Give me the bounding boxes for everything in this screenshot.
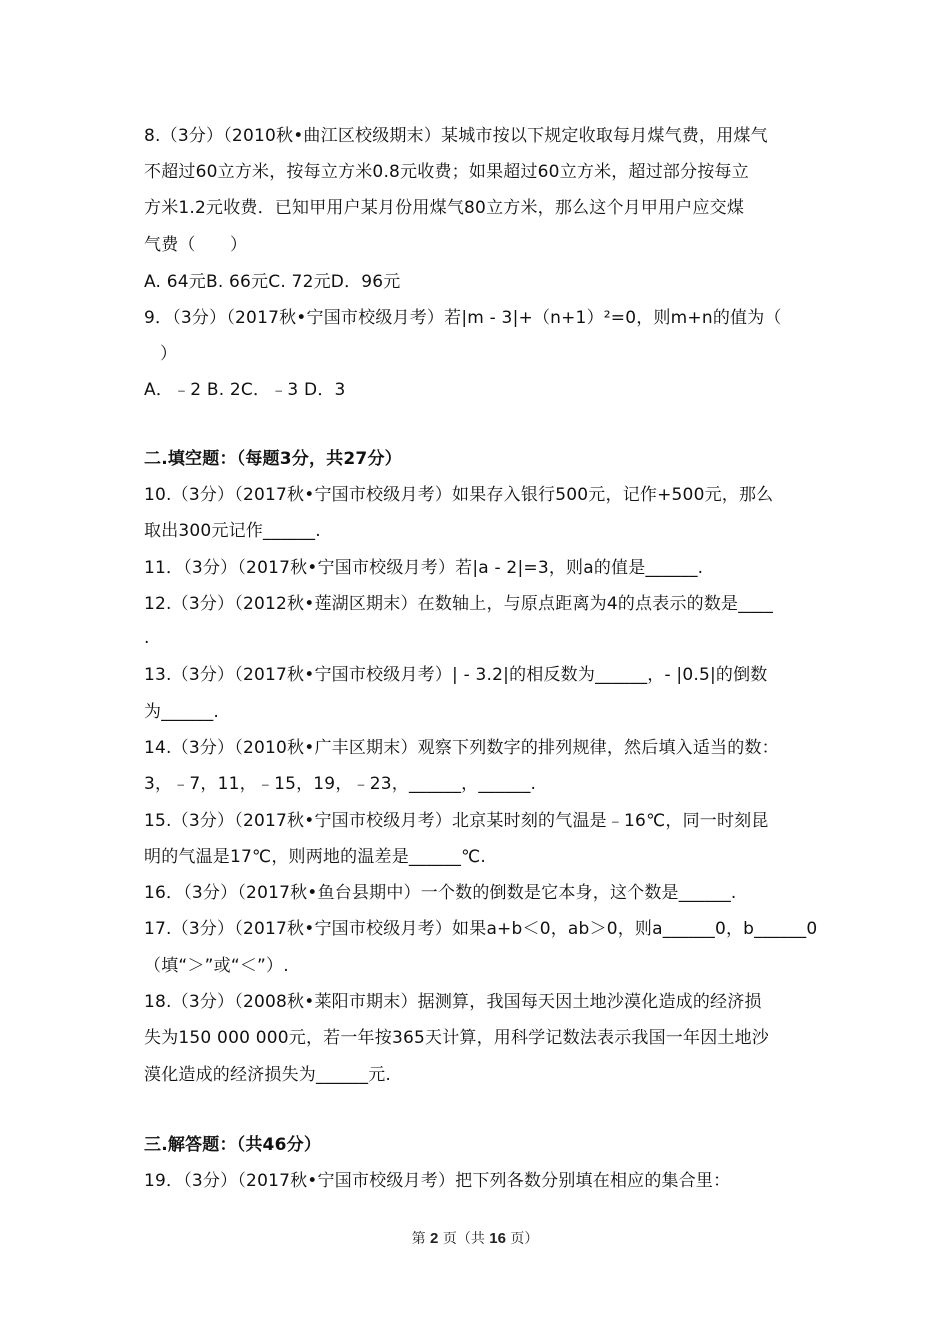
section-2-title: 二.填空题：（每题3分，共27分） xyxy=(144,449,402,469)
q12-line-2: . xyxy=(144,628,150,648)
q17-line-2: （填“＞”或“＜”）. xyxy=(144,956,289,976)
q8-line-3: 方米1.2元收费．已知甲用户某月份用煤气80立方米，那么这个月甲用户应交煤 xyxy=(144,198,745,218)
q14-line-2: 3，﹣7，11，﹣15，19，﹣23，______，______. xyxy=(144,774,537,794)
q9-options: A．﹣2 B. 2C．﹣3 D．3 xyxy=(144,380,346,400)
q10-line-1: 10.（3分）（2017秋•宁国市校级月考）如果存入银行500元，记作+500元，那么 xyxy=(144,485,774,505)
q18-line-1: 18.（3分）（2008秋•莱阳市期末）据测算，我国每天因土地沙漠化造成的经济损 xyxy=(144,992,762,1012)
footer-prefix: 第 xyxy=(411,1231,426,1247)
footer-middle: 页（共 xyxy=(442,1231,485,1247)
q13-line-1: 13.（3分）（2017秋•宁国市校级月考）| - 3.2|的相反数为______，- |0.5|的倒数 xyxy=(144,665,768,685)
q9-line-2: ） xyxy=(160,344,178,364)
q15-line-2: 明的气温是17℃，则两地的温差是______℃. xyxy=(144,847,487,867)
q16-line-1: 16．（3分）（2017秋•鱼台县期中）一个数的倒数是它本身，这个数是______. xyxy=(144,883,737,903)
footer-total-pages: 16 xyxy=(489,1230,506,1247)
q8-line-2: 不超过60立方米，按每立方米0.8元收费；如果超过60立方米，超过部分按每立 xyxy=(144,162,749,182)
footer-suffix: 页） xyxy=(510,1231,539,1247)
q17-line-1: 17.（3分）（2017秋•宁国市校级月考）如果a+b＜0，ab＞0，则a______0，b______0 xyxy=(144,919,818,939)
q18-line-3: 漠化造成的经济损失为______元. xyxy=(144,1065,392,1085)
q9-line-1: 9．（3分）（2017秋•宁国市校级月考）若|m - 3|+（n+1）²=0，则m+n的值为（ xyxy=(144,308,782,328)
q12-line-1: 12.（3分）（2012秋•莲湖区期末）在数轴上，与原点距离为4的点表示的数是____ xyxy=(144,594,774,614)
footer-page-number: 2 xyxy=(430,1230,439,1247)
q15-line-1: 15.（3分）（2017秋•宁国市校级月考）北京某时刻的气温是﹣16℃，同一时刻昆 xyxy=(144,811,769,831)
q10-line-2: 取出300元记作______. xyxy=(144,521,321,541)
section-3-title: 三.解答题：（共46分） xyxy=(144,1135,322,1155)
q8-line-1: 8.（3分）（2010秋•曲江区校级期末）某城市按以下规定收取每月煤气费，用煤气 xyxy=(144,126,768,146)
page-footer xyxy=(0,1228,950,1248)
q8-line-4: 气费（ ） xyxy=(144,235,248,255)
q11-line-1: 11．（3分）（2017秋•宁国市校级月考）若|a - 2|=3，则a的值是______. xyxy=(144,558,704,578)
q13-line-2: 为______. xyxy=(144,702,220,722)
q14-line-1: 14.（3分）（2010秋•广丰区期末）观察下列数字的排列规律，然后填入适当的数： xyxy=(144,738,779,758)
q18-line-2: 失为150 000 000元，若一年按365天计算，用科学记数法表示我国一年因土地沙 xyxy=(144,1028,769,1048)
q19-line-1: 19．（3分）（2017秋•宁国市校级月考）把下列各数分别填在相应的集合里： xyxy=(144,1171,731,1191)
q8-options: A. 64元B. 66元C. 72元D．96元 xyxy=(144,272,401,292)
